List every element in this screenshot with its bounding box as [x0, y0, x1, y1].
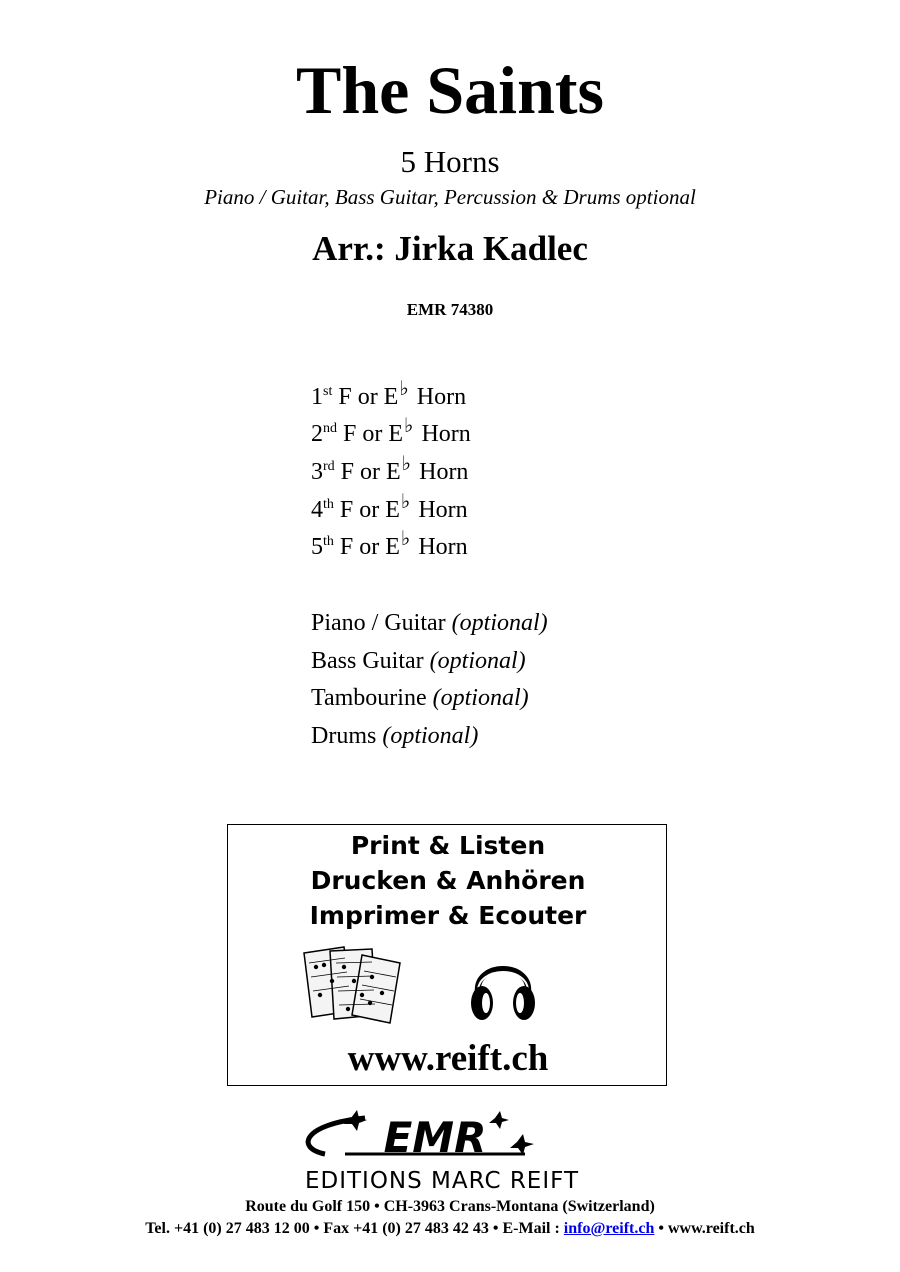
headphones-icon: [468, 949, 538, 1025]
promo-line-fr: Imprimer & Ecouter: [309, 901, 587, 930]
promo-url-link[interactable]: www.reift.ch: [347, 1038, 549, 1079]
part-list-item: 4th F or E♭ Horn: [311, 491, 468, 523]
sheet-music-icon: [300, 945, 412, 1025]
part-list-item: 2nd F or E♭ Horn: [311, 415, 471, 447]
publisher-contact: Tel. +41 (0) 27 483 12 00 • Fax +41 (0) 27 483 42 43 • E-Mail : info@reift.ch • www.reift.ch: [145, 1220, 755, 1237]
optional-part-item: Drums (optional): [311, 723, 479, 749]
flat-sign: ♭: [400, 528, 411, 550]
part-list-item: 3rd F or E♭ Horn: [311, 453, 469, 485]
promo-line-de: Drucken & Anhören: [310, 866, 586, 895]
optional-part-item: Tambourine (optional): [311, 685, 529, 711]
emr-logo: [255, 1108, 630, 1194]
logo-name: EDITIONS MARC REIFT: [304, 1168, 580, 1194]
optional-part-item: Piano / Guitar (optional): [311, 610, 548, 636]
score-title: The Saints: [296, 52, 604, 128]
optional-instrumentation: Piano / Guitar, Bass Guitar, Percussion & Drums optional: [204, 185, 696, 209]
part-list-item: 1st F or E♭ Horn: [311, 378, 467, 410]
logo-mark: EMR: [383, 1113, 487, 1162]
flat-sign: ♭: [401, 453, 412, 475]
promo-line-en: Print & Listen: [350, 831, 546, 860]
optional-part-item: Bass Guitar (optional): [311, 648, 526, 674]
part-list-item: 5th F or E♭ Horn: [311, 528, 468, 560]
flat-sign: ♭: [404, 415, 414, 437]
flat-sign: ♭: [400, 491, 411, 513]
email-link[interactable]: info@reift.ch: [563, 1220, 655, 1237]
catalog-number: EMR 74380: [406, 300, 494, 319]
publisher-address: Route du Golf 150 • CH-3963 Crans-Montana (Switzerland): [245, 1198, 655, 1215]
arranger-credit: Arr.: Jirka Kadlec: [312, 229, 588, 268]
flat-sign: ♭: [399, 378, 409, 400]
ensemble-subtitle: 5 Horns: [400, 144, 500, 179]
print-listen-box: [227, 824, 667, 1086]
